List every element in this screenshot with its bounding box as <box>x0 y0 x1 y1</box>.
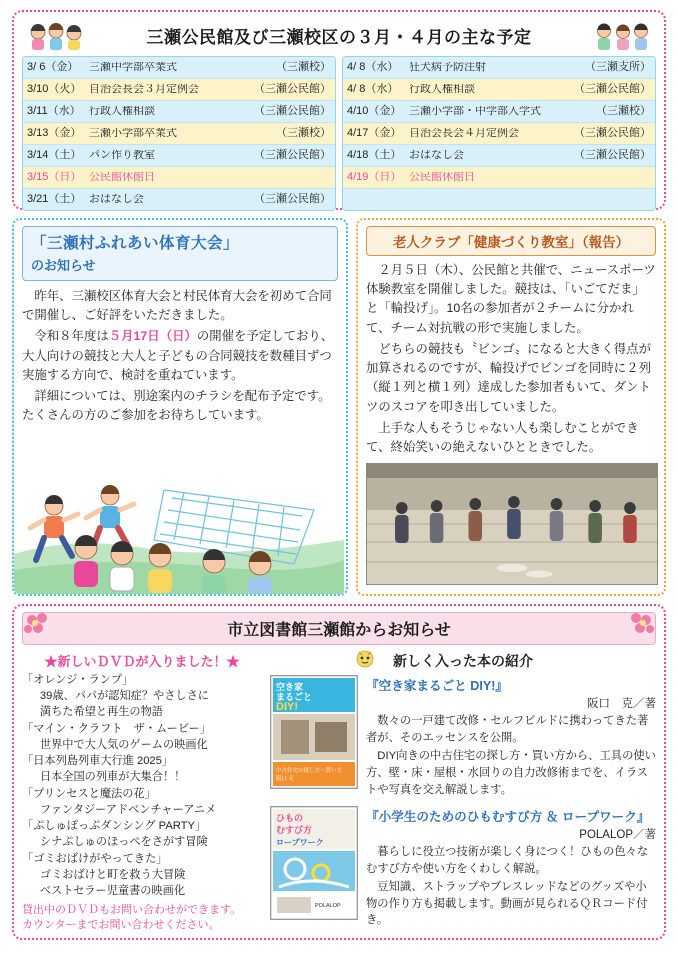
schedule-event: 三瀬小学部・中学部入学式 <box>409 106 541 117</box>
dvd-note-line: 貸出中のＤＶＤもお問い合わせができます。 <box>22 904 242 917</box>
table-row <box>23 101 335 123</box>
sports-illustration-icon <box>14 444 344 594</box>
book-cover <box>270 806 358 920</box>
schedule-place: （三瀬公民館） <box>574 83 651 95</box>
new-books-section <box>270 651 656 936</box>
book-description: 数々の一戸建て改修・セルフビルドに携わってきた著者が、そのエッセンスを公開。 <box>366 715 649 744</box>
book-description: 暮らしに役立つ技術が楽しく身につく！ひもの色々なむすび方や使い方をくわしく解説。 <box>366 845 649 875</box>
book-description: 豆知識、ストラップやブレスレッドなどのグッズや小物の作り方も掲載します。動画が見られるＱＲコード付き。 <box>366 880 648 927</box>
book-title: 『空き家まるごと DIY!』 <box>366 679 509 693</box>
book-entry <box>270 675 656 800</box>
senior-club-paragraph-1: ２月５日（木）、公民館と共催で、ニュースポーツ体験教室を開催しました。競技は、「いごてだま」と「輪投げ」。10名の参加者が２チームに分かれて、チーム対抗戦の形で実施しました。 <box>366 263 656 335</box>
people-illustration-icon <box>590 20 652 52</box>
senior-club-paragraph-3: 上手な人もそうじゃない人も楽しむことができて、終始笑いの絶えないひとときでした。 <box>366 420 639 454</box>
svg-text:むすび方: むすび方 <box>276 824 313 835</box>
dvd-list <box>22 672 262 899</box>
table-row <box>23 167 335 189</box>
svg-text:DIY!: DIY! <box>276 701 298 713</box>
book-cover-image-icon <box>271 676 357 788</box>
dvd-title: 「マイン・クラフト ザ・ムービー」 <box>22 722 211 735</box>
svg-text:阪口 克: 阪口 克 <box>276 776 295 782</box>
schedule-date: 4/10（金） <box>347 105 402 117</box>
children-illustration-icon <box>26 20 88 52</box>
schedule-header <box>22 18 656 52</box>
table-row <box>23 189 335 210</box>
schedule-event: 狂犬病予防注射 <box>409 62 486 73</box>
table-row <box>23 123 335 145</box>
schedule-event: 公民館休館日 <box>409 172 475 183</box>
dvd-desc: 日本全国の列車が大集合！！ <box>39 771 186 784</box>
schedule-column-march <box>22 56 336 211</box>
table-row <box>343 145 655 167</box>
schedule-event: 自治会長会４月定例会 <box>409 128 519 139</box>
schedule-date <box>347 194 409 205</box>
senior-club-paragraph-2: どちらの競技も〝ビンゴ〟になると大きく得点が加算されるのですが、輪投げでビンゴを同時に２列（縦１列と横１列）達成した参加者もいて、ダントツのスコアを叩き出していました。 <box>366 341 651 414</box>
sports-meeting-date: ５月17日（日） <box>108 329 197 344</box>
sports-meeting-subtitle: のお知らせ <box>31 258 96 273</box>
schedule-date: 3/10（火） <box>27 83 82 95</box>
sports-meeting-title: 「三瀬村ふれあい体育大会」 <box>31 235 240 252</box>
table-row <box>23 79 335 101</box>
table-row-empty <box>343 189 655 210</box>
book-author: 阪口 克／著 <box>587 698 656 710</box>
dvd-section <box>22 651 262 936</box>
dvd-desc: 満ちた希望と再生の物語 <box>39 706 163 719</box>
schedule-title: 三瀬公民館及び三瀬校区の３月・４月の主な予定 <box>146 27 532 47</box>
dvd-desc: シナぷしゅのほっぺをさがす冒険 <box>39 836 208 849</box>
list-item <box>22 672 262 721</box>
svg-text:ロープワーク: ロープワーク <box>276 837 324 847</box>
schedule-date: 4/17（金） <box>347 127 402 139</box>
dvd-title: 「日本列島列車大行進 2025」 <box>22 755 174 768</box>
dvd-desc: ベストセラー児童書の映画化 <box>39 885 186 898</box>
table-row <box>343 57 655 79</box>
schedule-place: （三瀬公民館） <box>254 105 331 117</box>
senior-club-article <box>356 218 666 596</box>
sports-meeting-paragraph-3: 詳細については、別途案内のチラシを配布予定です。たくさんの方のご参加をお待ちしています。 <box>22 389 331 423</box>
list-item <box>22 753 262 785</box>
table-row <box>343 79 655 101</box>
schedule-date: 3/11（水） <box>27 105 81 117</box>
schedule-grid <box>22 56 656 211</box>
dvd-title: 「オレンジ・ランプ」 <box>22 674 134 686</box>
schedule-date: 3/ 6（金） <box>27 61 79 73</box>
list-item <box>22 818 262 850</box>
dvd-heading: ★新しいＤＶＤが入りました！★ <box>44 654 240 669</box>
schedule-date: 4/18（土） <box>347 149 402 161</box>
library-title: 市立図書館三瀬館からお知らせ <box>22 612 656 645</box>
library-columns <box>22 651 656 936</box>
schedule-place: （三瀬公民館） <box>254 149 331 161</box>
table-row <box>343 167 655 189</box>
schedule-date: 4/ 8（水） <box>347 83 399 95</box>
book-author: POLALOP／著 <box>579 828 656 841</box>
book-info <box>366 675 656 800</box>
dvd-desc: 39歳、パパが認知症？やさしさに <box>39 690 209 703</box>
book-cover-image-icon <box>271 807 357 919</box>
schedule-event: 行政人権相談 <box>409 84 475 95</box>
event-photo <box>366 463 658 585</box>
schedule-date: 3/13（金） <box>27 127 82 139</box>
schedule-event: 公民館休館日 <box>89 172 155 183</box>
dvd-note <box>22 903 262 933</box>
table-row <box>343 101 655 123</box>
schedule-place: （三瀬校） <box>276 61 331 73</box>
dvd-title: 「プリンセスと魔法の花」 <box>22 787 156 800</box>
book-cover <box>270 675 358 789</box>
middle-section <box>12 218 666 596</box>
new-books-heading-text: 新しく入った本の紹介 <box>393 653 533 669</box>
dvd-title: 「ゴミおばけがやってきた」 <box>22 852 168 865</box>
table-row <box>23 57 335 79</box>
dvd-desc: ゴミおばけと町を救う大冒険 <box>39 868 186 881</box>
schedule-date: 4/19（日） <box>347 171 402 183</box>
flower-icon <box>618 610 658 640</box>
svg-text:空き家: 空き家 <box>276 682 304 692</box>
schedule-place: （三瀬支所） <box>585 61 651 73</box>
book-title: 『小学生のためのひもむすび方 ＆ ロープワーク』 <box>366 809 650 824</box>
list-item <box>22 851 262 900</box>
dvd-title: 「ぷしゅぽっぷダンシング PARTY」 <box>22 820 207 833</box>
schedule-event: パン作り教室 <box>89 150 155 161</box>
schedule-date: 4/ 8（水） <box>347 61 399 73</box>
svg-text:ひもの: ひもの <box>276 812 304 823</box>
schedule-event: 三瀬小学部卒業式 <box>89 128 177 139</box>
schedule-date: 3/21（土） <box>27 193 82 205</box>
schedule-place: （三瀬公民館） <box>254 193 331 205</box>
new-books-heading <box>270 651 656 671</box>
schedule-place: （三瀬校） <box>596 105 651 117</box>
schedule-place: （三瀬校） <box>276 127 331 139</box>
list-item <box>22 721 262 753</box>
sports-meeting-heading <box>22 226 338 281</box>
list-item <box>22 786 262 818</box>
book-entry <box>270 806 656 931</box>
flower-icon <box>20 610 60 640</box>
sports-meeting-paragraph-1: 昨年、三瀬校区体育大会と村民体育大会を初めて合同で開催し、ご好評をいただきました。 <box>22 289 332 323</box>
schedule-event: おはなし会 <box>409 150 464 161</box>
dvd-desc: ファンタジーアドベンチャーアニメ <box>39 803 217 816</box>
schedule-panel <box>12 10 666 210</box>
schedule-place: （三瀬公民館） <box>254 83 331 95</box>
schedule-place: （三瀬公民館） <box>574 127 651 139</box>
schedule-place: （三瀬公民館） <box>574 149 651 161</box>
sports-meeting-paragraph-2 <box>22 327 338 385</box>
schedule-event: 行政人権相談 <box>89 106 155 117</box>
book-description: DIY向きの中古住宅の探し方・買い方から、工具の使い方、壁・床・屋根・水回りの自力改修術までを、イラストや写真を交え解説します。 <box>366 749 656 796</box>
schedule-column-april <box>342 56 656 211</box>
sports-date-prefix: 令和８年度は <box>34 329 109 344</box>
svg-text:まるごと: まるごと <box>276 692 313 702</box>
senior-club-heading: 老人クラブ「健康づくり教室」（報告） <box>366 226 656 256</box>
table-row <box>23 145 335 167</box>
mascot-icon <box>354 647 376 669</box>
table-row <box>343 123 655 145</box>
schedule-date: 3/15（日） <box>27 171 82 183</box>
gymnasium-photo-icon <box>367 464 657 584</box>
svg-text:POLALOP: POLALOP <box>315 902 341 909</box>
sports-date-suffix: の開催を予定しており、大人向けの競技と大人と子どもの合同競技を数種目ずつ実施する方向で、検討を重ねています。 <box>22 329 334 382</box>
schedule-event: 三瀬中学部卒業式 <box>89 62 177 73</box>
dvd-desc: 世界中で大人気のゲームの映画化 <box>39 738 208 751</box>
schedule-event: おはなし会 <box>89 194 144 205</box>
dvd-note-line: カウンターまでお問い合わせください。 <box>22 919 220 932</box>
library-panel <box>12 604 666 940</box>
sports-meeting-article <box>12 218 348 596</box>
schedule-date: 3/14（土） <box>27 149 82 161</box>
book-info <box>366 806 656 931</box>
svg-text:中古住宅の探し方・買い方: 中古住宅の探し方・買い方 <box>276 768 343 774</box>
schedule-event: 自治会長会３月定例会 <box>89 84 199 95</box>
